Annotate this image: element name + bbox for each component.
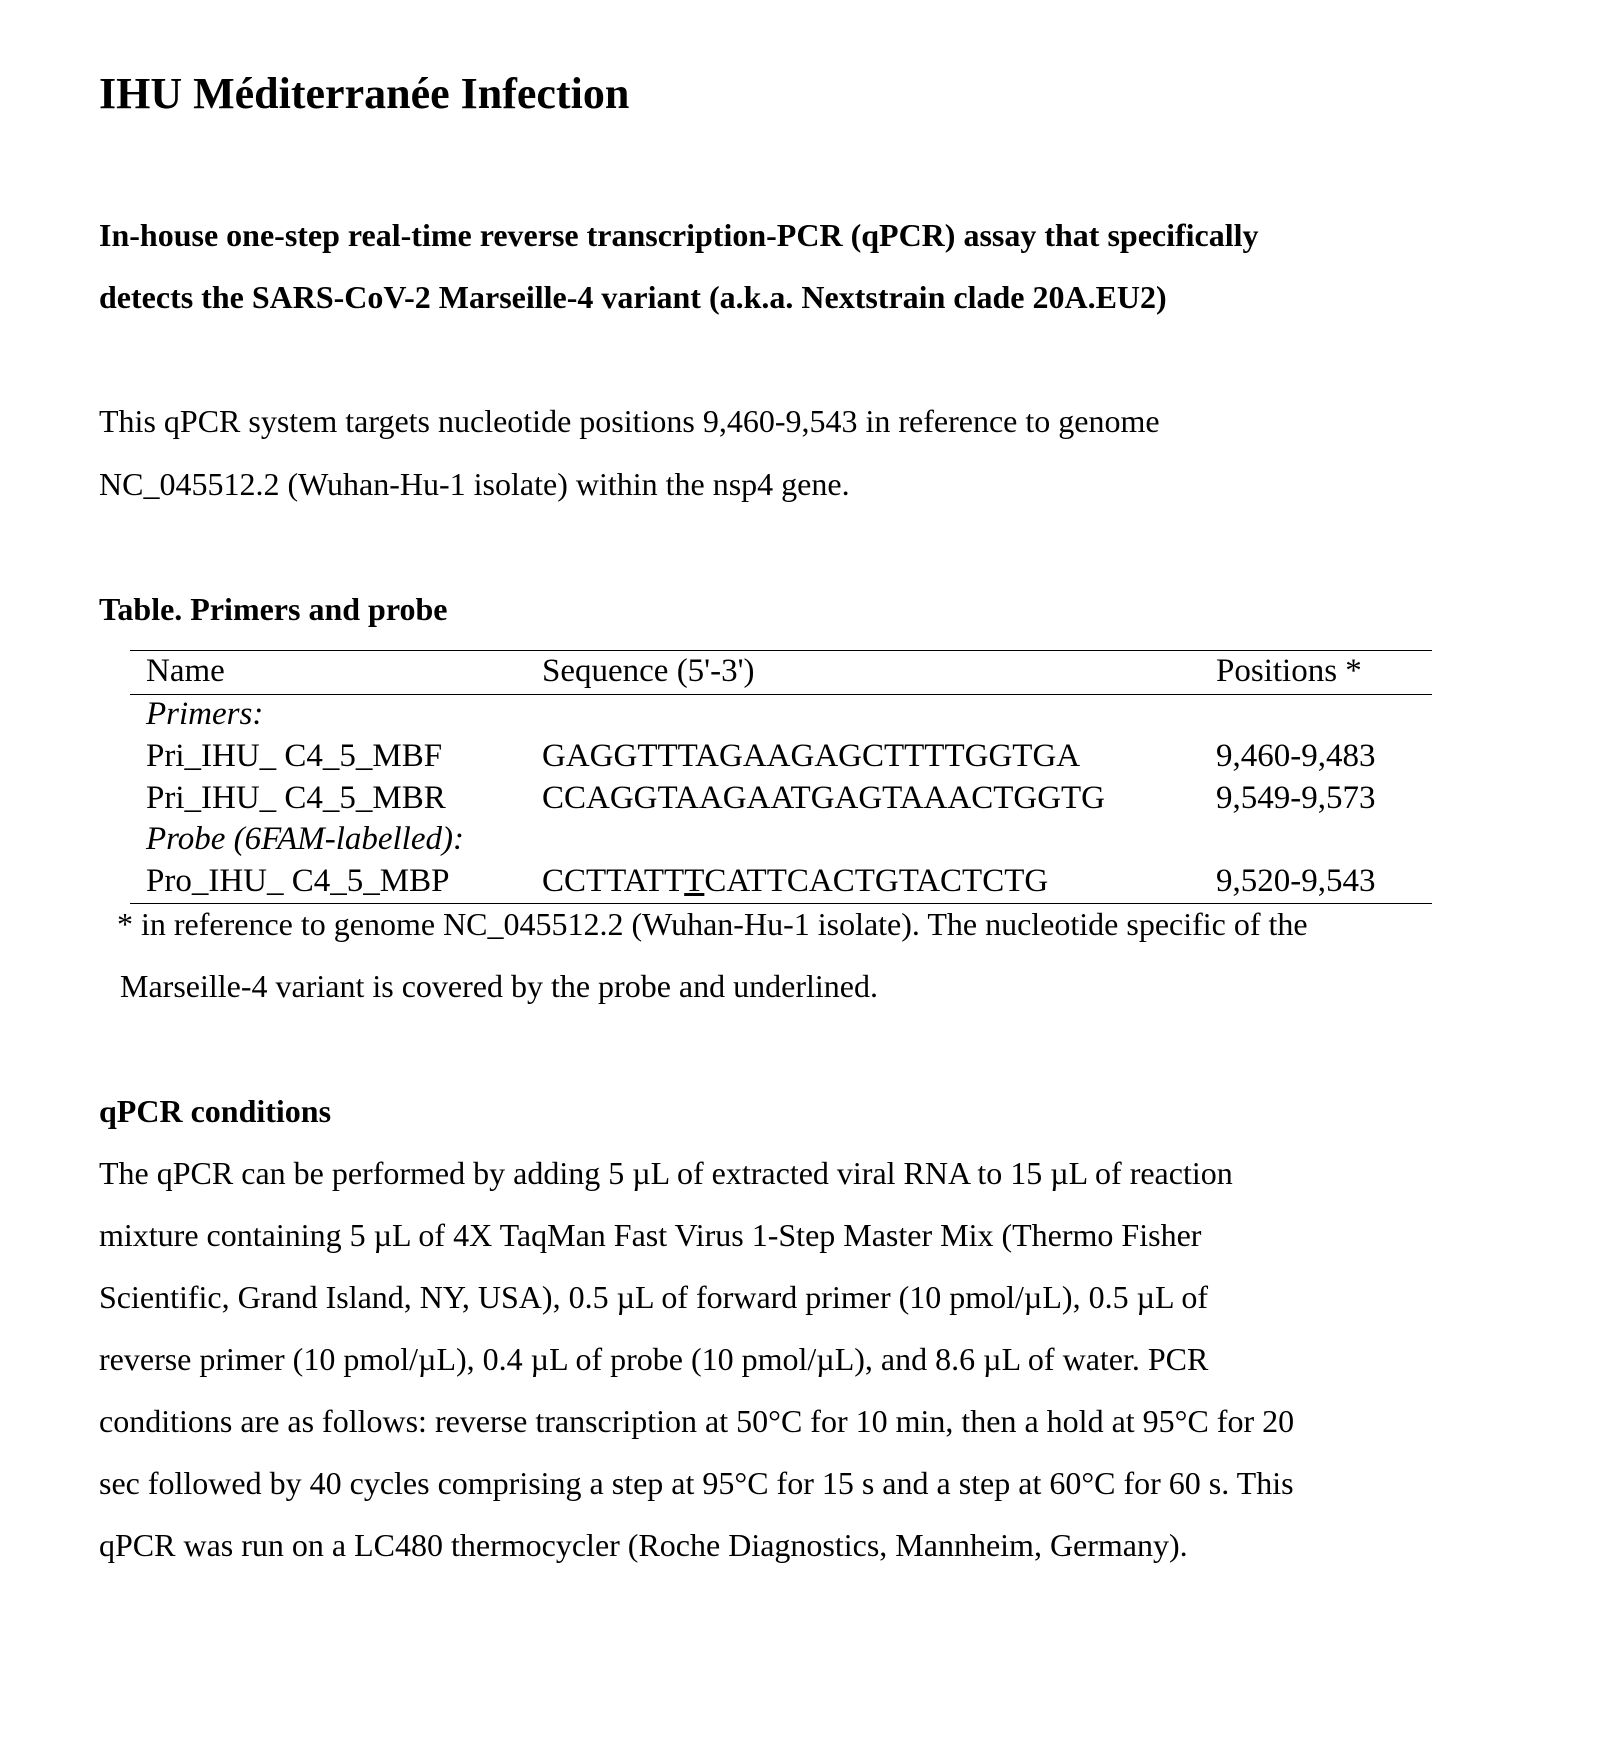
conditions-line: qPCR was run on a LC480 thermocycler (Roche Diagnostics, Mannheim, Germany). <box>99 1527 1188 1563</box>
conditions-heading: qPCR conditions <box>99 1093 332 1129</box>
table-footnote: * in reference to genome NC_045512.2 (Wuhan-Hu-1 isolate). The nucleotide specific of the <box>117 906 1308 942</box>
primer-positions: 9,549-9,573 <box>1216 780 1376 816</box>
document-title: IHU Méditerranée Infection <box>99 69 630 118</box>
conditions-line: reverse primer (10 pmol/µL), 0.4 µL of probe (10 pmol/µL), and 8.6 µL of water. PCR <box>99 1341 1209 1377</box>
table-bottom-rule <box>130 903 1432 904</box>
probe-section-label: Probe (6FAM-labelled): <box>146 821 464 857</box>
table-top-rule <box>130 650 1432 651</box>
header-sequence: Sequence (5'-3') <box>542 653 755 689</box>
probe-positions: 9,520-9,543 <box>1216 863 1376 899</box>
conditions-line: sec followed by 40 cycles comprising a step at 95°C for 15 s and a step at 60°C for 60 s. This <box>99 1465 1294 1501</box>
header-name: Name <box>146 653 225 689</box>
primers-section-label: Primers: <box>146 696 264 732</box>
probe-sequence <box>542 863 1048 901</box>
table-caption: Table. Primers and probe <box>99 591 448 627</box>
primer-name: Pri_IHU_ C4_5_MBF <box>146 738 443 774</box>
table-header-rule <box>130 694 1432 695</box>
conditions-line: Scientific, Grand Island, NY, USA), 0.5 µL of forward primer (10 pmol/µL), 0.5 µL of <box>99 1279 1209 1315</box>
probe-name: Pro_IHU_ C4_5_MBP <box>146 863 450 899</box>
variant-specific-nucleotide: T <box>684 863 705 899</box>
conditions-line: mixture containing 5 µL of 4X TaqMan Fast Virus 1-Step Master Mix (Thermo Fisher <box>99 1217 1202 1253</box>
intro-line: This qPCR system targets nucleotide positions 9,460-9,543 in reference to genome <box>99 403 1160 439</box>
header-positions: Positions * <box>1216 653 1362 689</box>
probe-sequence-start: CCTTATT <box>542 863 685 899</box>
primer-name: Pri_IHU_ C4_5_MBR <box>146 780 446 816</box>
conditions-line: The qPCR can be performed by adding 5 µL of extracted viral RNA to 15 µL of reaction <box>99 1155 1233 1191</box>
probe-sequence-end: CATTCACTGTACTCTG <box>704 863 1049 899</box>
subtitle-line: In-house one-step real-time reverse transcription-PCR (qPCR) assay that specifically <box>99 217 1259 253</box>
conditions-line: conditions are as follows: reverse transcription at 50°C for 10 min, then a hold at 95°C for 20 <box>99 1403 1295 1439</box>
primer-sequence: CCAGGTAAGAATGAGTAAACTGGTG <box>542 780 1106 816</box>
subtitle-line: detects the SARS-CoV-2 Marseille-4 variant (a.k.a. Nextstrain clade 20A.EU2) <box>99 279 1167 315</box>
table-footnote: Marseille-4 variant is covered by the probe and underlined. <box>120 968 878 1004</box>
intro-line: NC_045512.2 (Wuhan-Hu-1 isolate) within the nsp4 gene. <box>99 466 850 502</box>
primer-sequence: GAGGTTTAGAAGAGCTTTTGGTGA <box>542 738 1081 774</box>
primer-positions: 9,460-9,483 <box>1216 738 1376 774</box>
